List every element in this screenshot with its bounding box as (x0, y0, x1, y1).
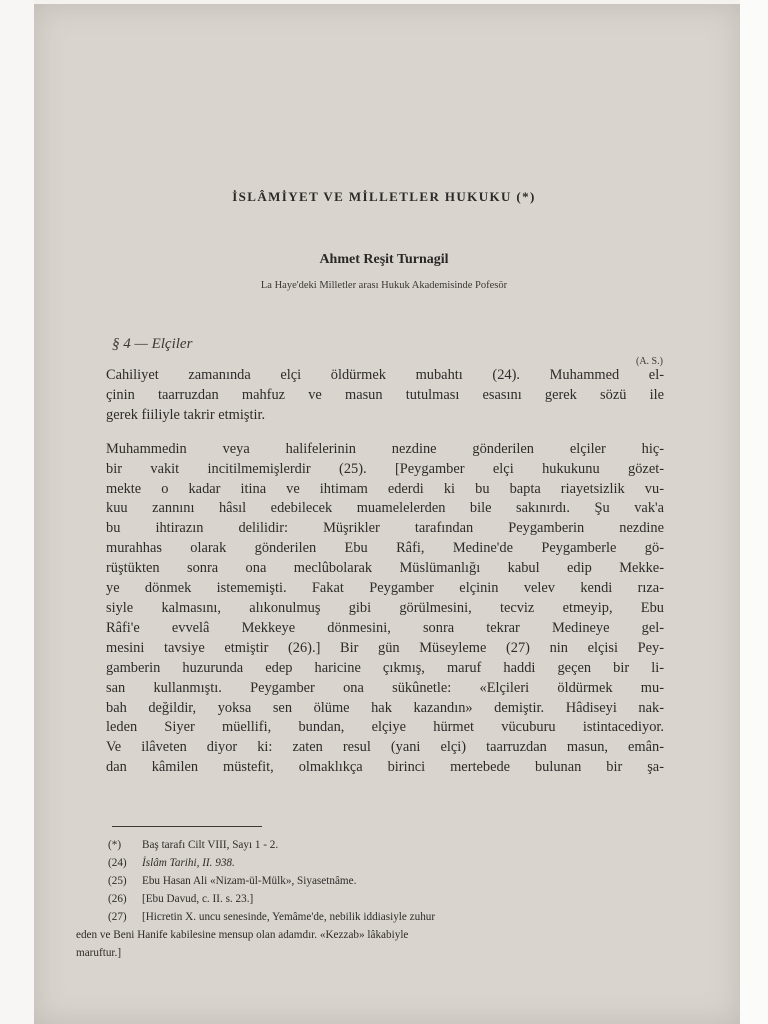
text-line: Ve ilâveten diyor ki: zaten resul (yani elçi) taarruzdan masun, emân- (106, 739, 664, 756)
text-line: dan kâmilen müstefit, olmaklıkça birinci mertebede bulunan bir şa- (106, 759, 664, 776)
text-line: çinin taarruzdan mahfuz ve masun tutulması esasını gerek sözü ile (106, 386, 664, 403)
body-text (106, 366, 664, 778)
text-line: mesini tavsiye etmiştir (26).] Bir gün Müseyleme (27) nin elçisi Pey- (106, 639, 664, 656)
author-name: Ahmet Reşit Turnagil (319, 252, 449, 267)
footnote-continuation (76, 944, 666, 962)
paragraph-2 (106, 440, 664, 778)
footnote-text: [Ebu Davud, c. II. s. 23.] (142, 893, 254, 905)
text-line: san kullanmıştı. Peygamber ona sükûnetle: «Elçileri öldürmek mu- (106, 679, 664, 696)
text-line: leden Siyer müellifi, bundan, elçiye hürmet vücuburu istintacediyor. (106, 719, 664, 736)
footnote-mark: (27) (108, 911, 127, 923)
footnote-text: Baş tarafı Cilt VIII, Sayı 1 - 2. (142, 839, 279, 851)
footnote (76, 872, 666, 890)
section-heading: § 4 — Elçiler (112, 336, 193, 352)
article-title: İSLÂMİYET VE MİLLETLER HUKUKU (*) (232, 189, 536, 204)
footnote-text: İslâm Tarihi, II. 938. (142, 857, 235, 869)
text-line: murahhas olarak gönderilen Ebu Râfi, Medine'de Peygamberle gö- (106, 540, 664, 557)
footnote-divider (112, 826, 262, 827)
footnote-mark: (26) (108, 893, 127, 905)
author-affiliation: La Haye'deki Milletler arası Hukuk Akademisinde Pofesör (260, 280, 508, 291)
text-line: mekte o kadar itina ve ihtimam ederdi ki bu bapta riayetsizlik vu- (106, 480, 664, 497)
left-margin (0, 0, 34, 1024)
text-line: ye dönmek istememişti. Fakat Peygamber elçinin velev kendi rıza- (106, 580, 664, 597)
right-margin (740, 0, 768, 1024)
footnote (76, 908, 666, 926)
footnote-text: Ebu Hasan Ali «Nizam-ül-Mülk», Siyasetnâme. (142, 875, 357, 887)
handwritten-margin-note: (A. S.) (636, 356, 663, 367)
text-line: gerek fiiliyle takrir etmiştir. (106, 406, 266, 423)
footnote-text: eden ve Beni Hanife kabilesine mensup olan adamdır. «Kezzab» lâkabiyle (76, 929, 409, 941)
footnote-mark: (24) (108, 857, 127, 869)
footnote (76, 854, 666, 872)
footnote-continuation (76, 926, 666, 944)
footnote (76, 890, 666, 908)
text-line: bir vakit incitilmemişlerdir (25). [Peygamber elçi hukukunu gözet- (106, 460, 664, 477)
footnote-text: [Hicretin X. uncu senesinde, Yemâme'de, nebilik iddiasiyle zuhur (142, 911, 436, 923)
text-line: kuu zannını hâsıl edebilecek muamelelerden bile sakınırdı. Şu vak'a (106, 500, 664, 517)
text-line: Muhammedin veya halifelerinin nezdine gönderilen elçiler hiç- (106, 440, 664, 457)
footnote-mark: (25) (108, 875, 127, 887)
text-line: bah değildir, yoksa sen ölüme hak kazandın» demiştir. Hâdiseyi nak- (106, 699, 664, 716)
text-line: rüştükten sonra ona meclûbolarak Müslümanlığı kabul edip Mekke- (106, 560, 664, 577)
footnote-text: maruftur.] (76, 947, 122, 959)
text-line: siyle kalmasını, alıkonulmuş gibi görülmesini, tecviz etmeyip, Ebu (106, 599, 664, 616)
footnotes (76, 836, 666, 962)
paragraph-1 (106, 366, 664, 426)
footnote-mark: (*) (108, 839, 122, 851)
footnote (76, 836, 666, 854)
text-line: gamberin huzurunda edep haricine çıkmış, maruf haddi geçen bir li- (106, 659, 664, 676)
text-line: Cahiliyet zamanında elçi öldürmek mubahtı (24). Muhammed el- (106, 367, 664, 383)
text-line: Râfi'e evvelâ Mekkeye dönmesini, sonra tekrar Medineye gel- (106, 619, 664, 636)
text-line: bu ihtirazın delilidir: Müşrikler tarafından Peygamberin nezdine (106, 520, 664, 537)
